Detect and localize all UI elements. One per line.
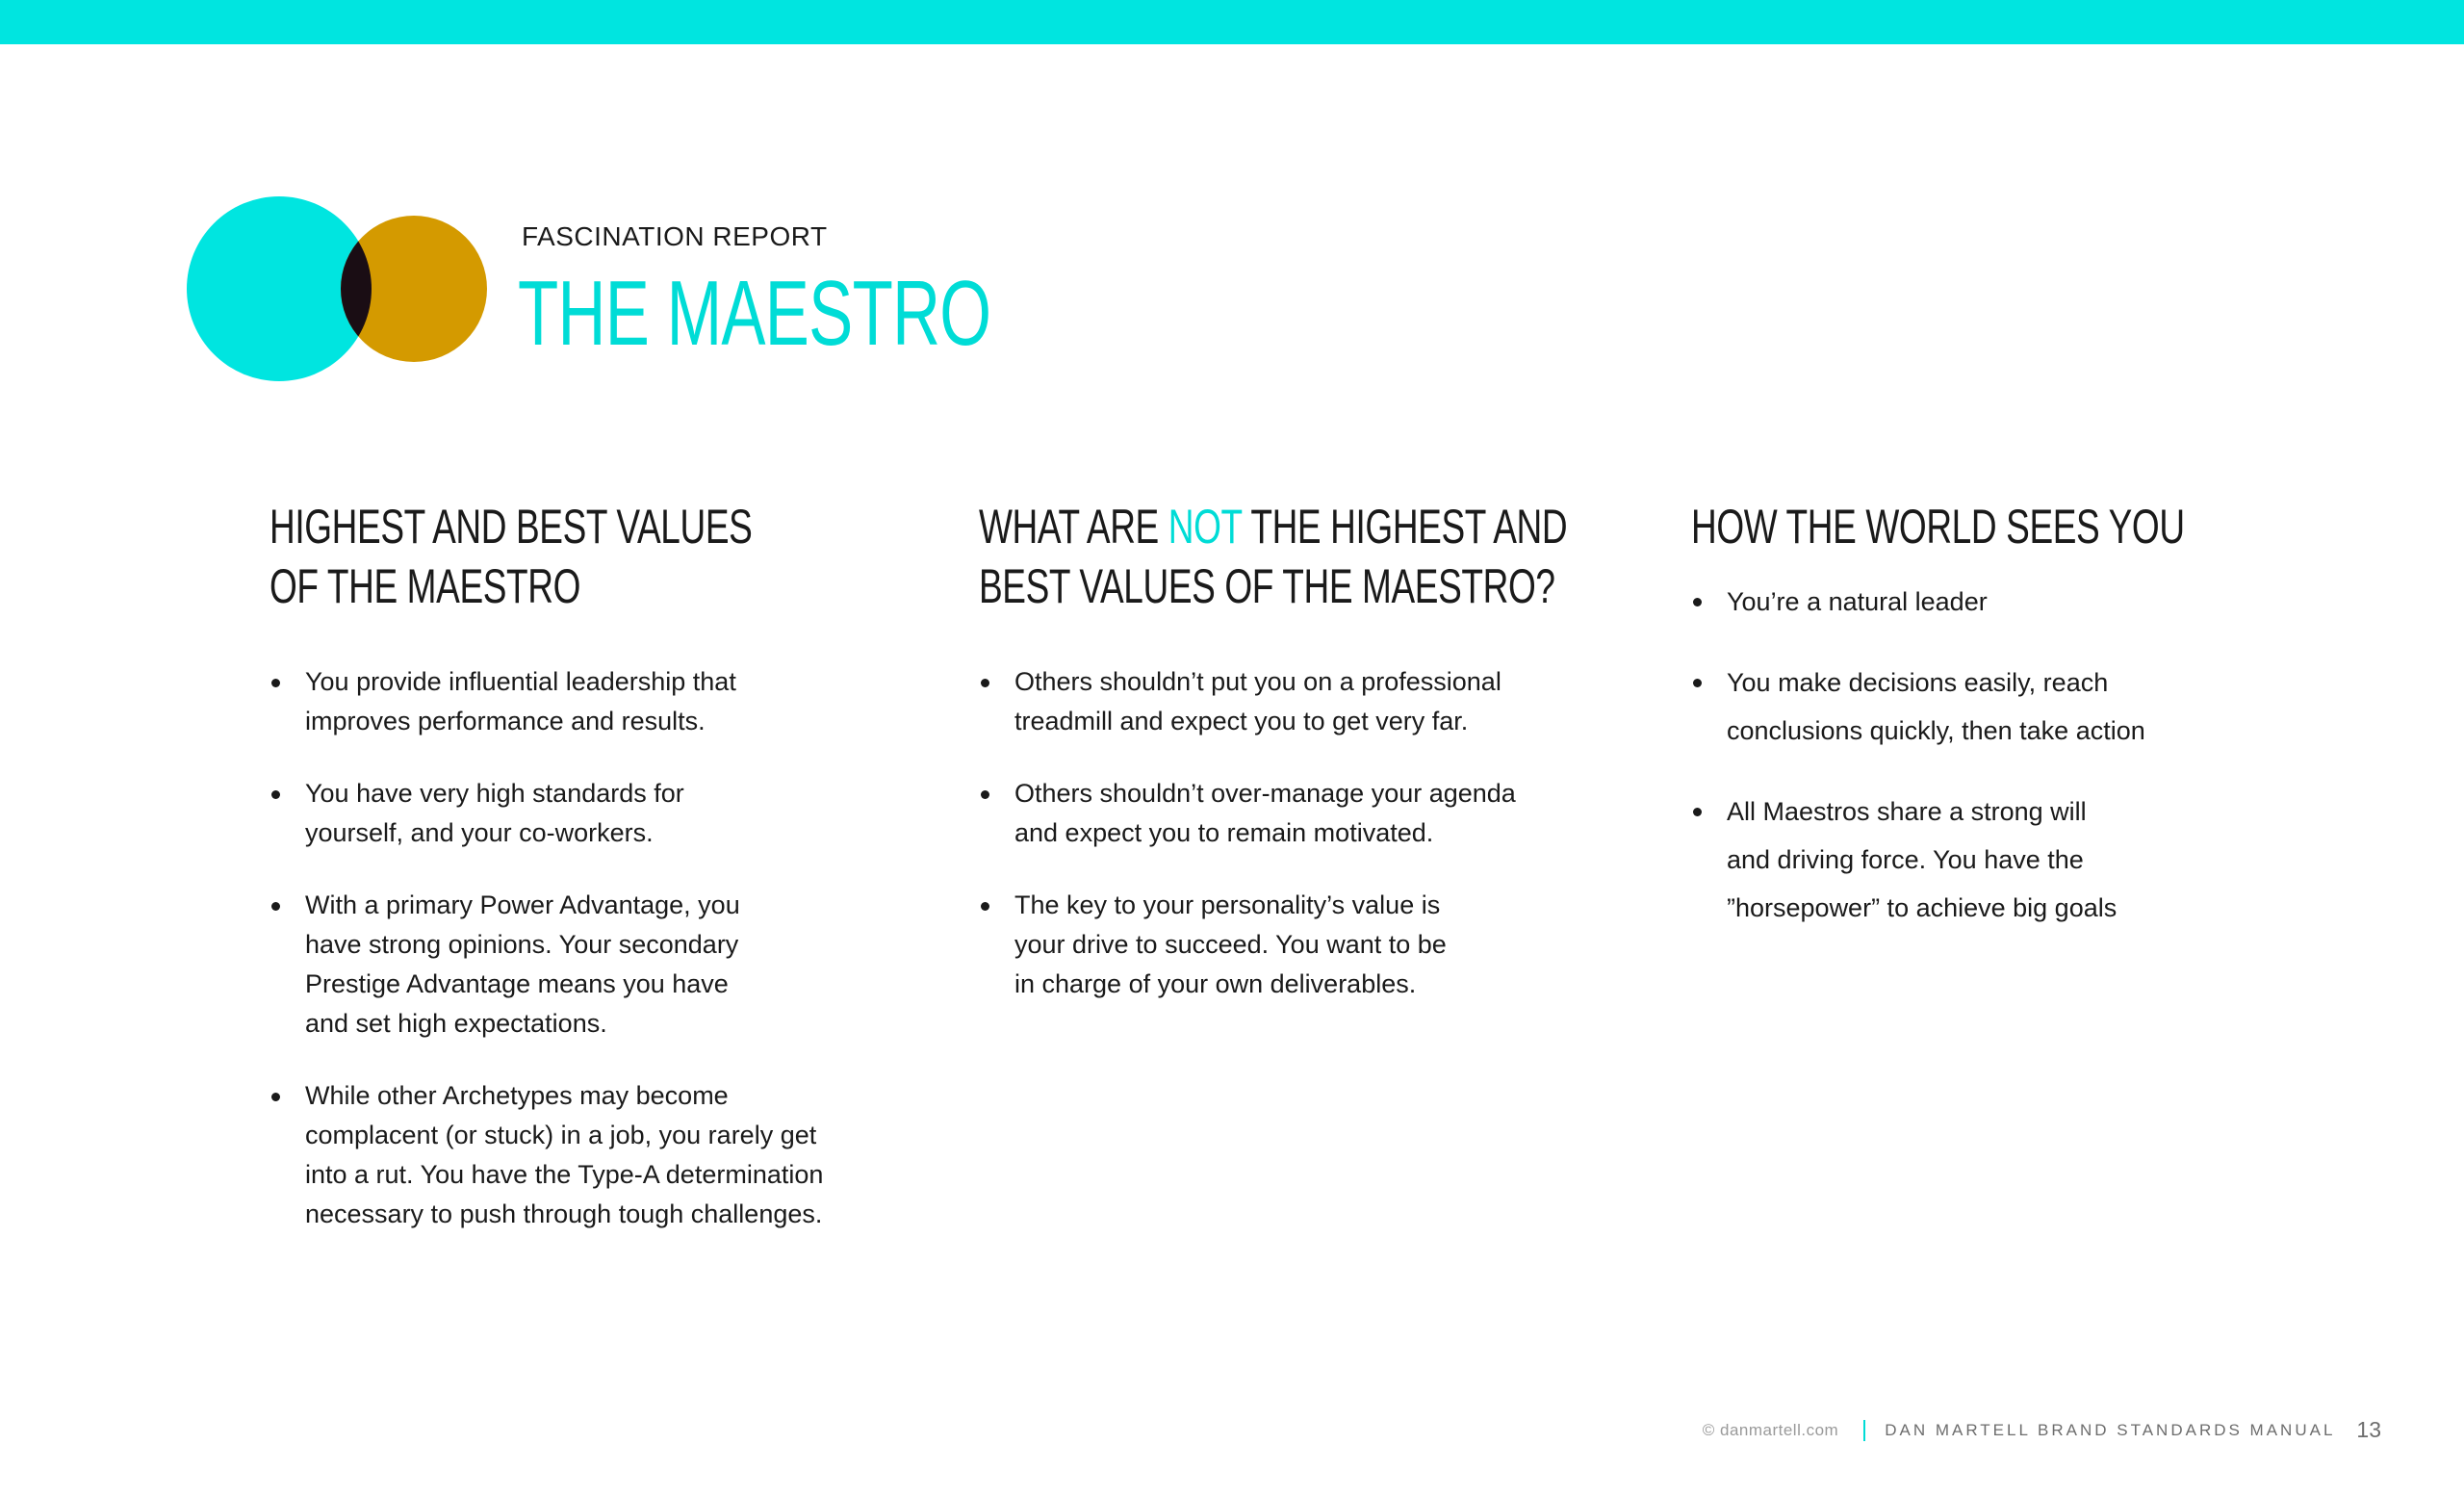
bullet-list [979,662,1595,1037]
list-item: The key to your personality’s value is your drive to succeed. You want to be in charge of your own deliverables. [979,886,1595,1004]
bullet-list [270,662,886,1267]
column-how-world-sees-you [1691,497,2288,922]
bullet-list [1691,578,2307,965]
column-heading [270,497,839,616]
list-item: Others shouldn’t put you on a professional treadmill and expect you to get very far. [979,662,1595,741]
list-item: With a primary Power Advantage, you have strong opinions. Your secondary Prestige Advantage means you have and set high expectations. [270,886,886,1044]
column-heading [1691,497,2261,556]
footer-divider [1863,1420,1865,1441]
footer-site: © danmartell.com [1702,1420,1839,1439]
heading-post: THE HIGHEST AND [1242,500,1568,554]
footer-manual-title: DAN MARTELL BRAND STANDARDS MANUAL [1885,1420,2336,1439]
heading-line: HIGHEST AND BEST VALUES [270,500,753,554]
list-item: You have very high standards for yourself, and your co-workers. [270,774,886,853]
heading-pre: WHAT ARE [979,500,1168,554]
report-eyebrow: FASCINATION REPORT [522,221,828,251]
heading-line: OF THE MAESTRO [270,559,581,613]
page-footer [1703,1417,2381,1443]
list-item: You provide influential leadership that improves performance and results. [270,662,886,741]
column-highest-values [270,497,866,1228]
list-item: Others shouldn’t over-manage your agenda and expect you to remain motivated. [979,774,1595,853]
heading-line: BEST VALUES OF THE MAESTRO? [979,559,1555,613]
heading-accent: NOT [1168,500,1243,554]
top-accent-bar [0,0,2464,44]
page-number: 13 [2356,1417,2381,1442]
list-item: You make decisions easily, reach conclusions quickly, then take action [1691,658,2307,755]
list-item: All Maestros share a strong will and driving force. You have the ”horsepower” to achieve big goals [1691,787,2307,932]
column-heading [979,497,1568,616]
column-not-highest-values [979,497,1576,998]
heading-line: HOW THE WORLD SEES YOU [1691,500,2185,554]
list-item: While other Archetypes may become complacent (or stuck) in a job, you rarely get into a rut. You have the Type-A determination necessary to push through tough challenges. [270,1076,886,1234]
heading-line [979,497,1568,556]
list-item: You’re a natural leader [1691,578,2307,626]
page-title: THE MAESTRO [518,262,991,365]
fascination-logo-icon [187,194,487,383]
